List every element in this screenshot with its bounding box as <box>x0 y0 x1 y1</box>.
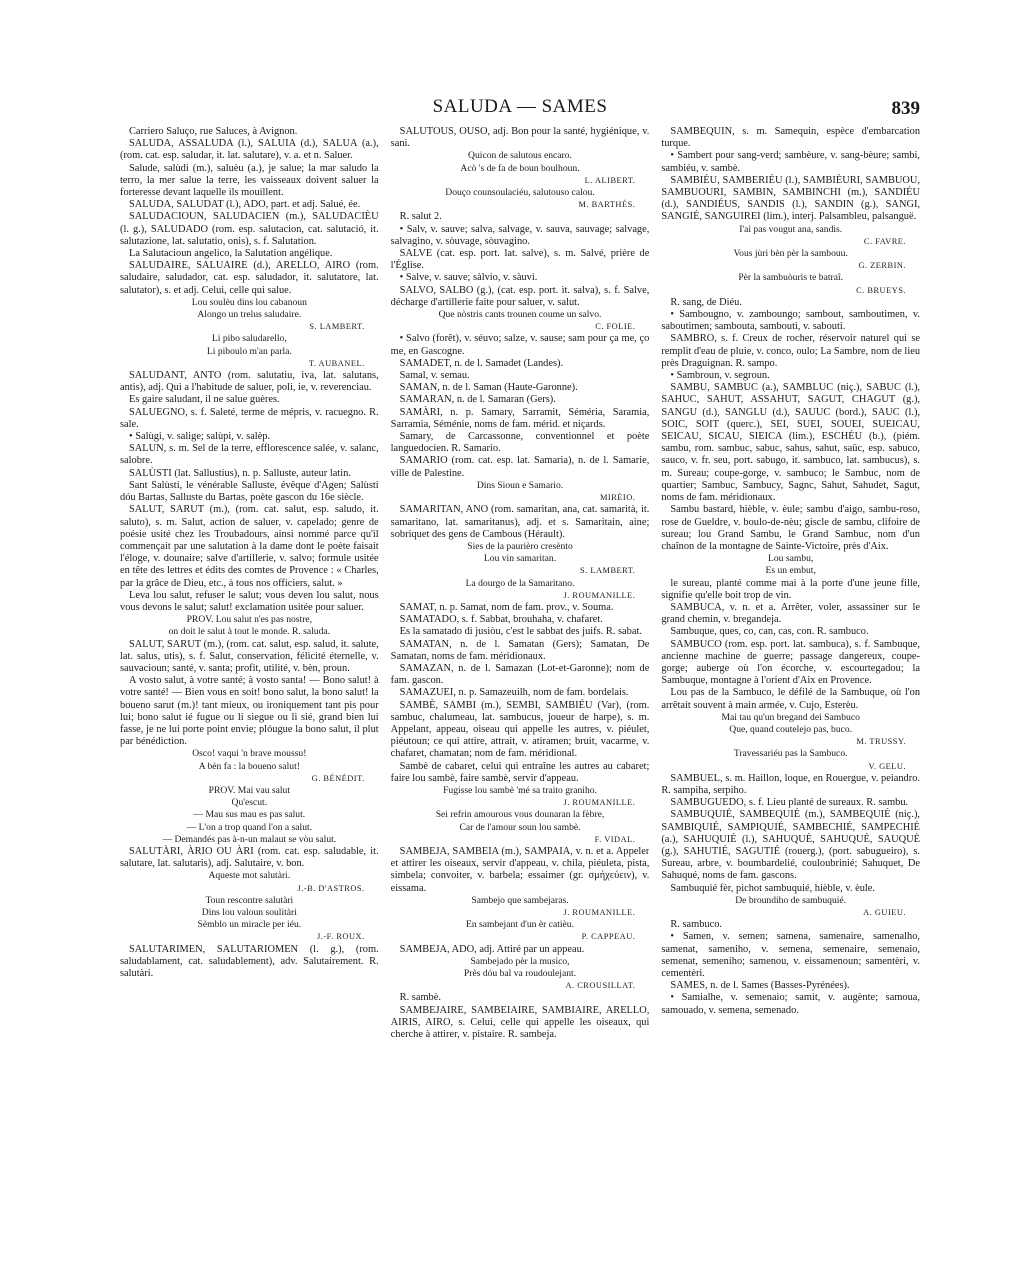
dictionary-entry: • Samen, v. semen; samena, samenaire, samenalho, samenat, sameniho, v. semena, semenaire, semenaio, semenat, semeniho; samenou, v. eissamenoun; samentèri, v. cementèri. <box>661 931 921 980</box>
dictionary-entry: R. sambè. <box>399 992 441 1004</box>
citation-line: Li pibo saludarello, <box>211 333 287 345</box>
citation-line: Sambejo que sambejaras. <box>471 894 569 906</box>
dictionary-entry: SAMATAN, n. de l. Samatan (Gers); Samatan, De Samatan, noms de fam. méridionaux. <box>390 638 650 662</box>
citation-line: Mai tau qu'un bregand dei Sambuco <box>721 711 860 723</box>
dictionary-entry: Sambè de cabaret, celui qui entraîne les autres au cabaret; faire lou sambè, faire sambè, servir d'appeau. <box>390 760 650 784</box>
dictionary-entry: Es la samatado di jusiòu, c'est le sabbat des juifs. R. sabat. <box>399 626 642 638</box>
citation-line: Alongo un trelus saludaire. <box>197 309 302 321</box>
dictionary-entry: SAMBUQUIÉ, SAMBEQUIÉ (m.), SAMBEQUIÉ (niç.), SAMBIQUIÉ, SAMPIQUIÉ, SAMBECHIÉ, SAMPECHIÉ (a.), SAHUQUIÉ (l.), SAHUQUÈ, SAHUQUÈ, SAUQUÈ (g.), SAHUTIÉ, SAGUTIÉ (rouerg.), (port. sabugueiro), s. Sureau, arbre, v. boumbardelié, couloubrinié; Sahuquet, De Sahuqué, noms de fam. gascons. <box>661 809 921 882</box>
citation-line: Fugisse lou sambè 'mé sa traito graniho. <box>443 784 597 796</box>
citation-source: S. LAMBERT. <box>309 322 365 332</box>
citation-line: Aqueste mot salutàri. <box>208 870 291 882</box>
dictionary-entry: Sambuque, ques, co, can, cas, con. R. sambuco. <box>670 626 869 638</box>
dictionary-entry: SAMBUGUEDO, s. f. Lieu planté de sureaux. R. sambu. <box>670 797 909 809</box>
citation-source: S. LAMBERT. <box>580 566 636 576</box>
citation-line: Es un embut, <box>765 565 816 577</box>
citation-source: A. GUIEU. <box>863 908 907 917</box>
dictionary-entry: SALUDACIOUN, SALUDACIEN (m.), SALUDACIÈU (l. g.), SALUDADO (rom. esp. salutacion, cat. salutació, it. salutazione, lat. salutatio, onis), s. f. Salutation. <box>120 211 379 247</box>
dictionary-entry: Lou pas de la Sambuco, le défilé de la Sambuque, où l'on arrêtait souvent à main armée, v. Cujo, Esterèu. <box>661 687 921 711</box>
citation-line: En sambejant d'un èr catièu. <box>465 919 575 931</box>
citation-line: — Mau sus mau es pas salut. <box>193 809 306 821</box>
dictionary-entry: Salude, salùdi (m.), saluèu (a.), je salue; la mar saludo la terro, la mer salue la terre, les vaisseaux doivent saluer la forteresse devant laquelle ils mouillent. <box>120 162 379 199</box>
dictionary-entry: SAMARIO (rom. cat. esp. lat. Samaria), n. de l. Samarie, ville de Palestine. <box>390 455 650 479</box>
dictionary-entry: Sambuquié fèr, pichot sambuquié, hièble, v. èule. <box>670 882 875 894</box>
running-title: SALUDA — SAMES <box>432 96 608 117</box>
dictionary-entry: SALUTOUS, OUSO, adj. Bon pour la santé, hygiénique, v. sani. <box>390 126 650 150</box>
dictionary-entry: SAMAZAN, n. de l. Samazan (Lot-et-Garonne); nom de fam. gascon. <box>390 662 650 687</box>
citation-source: C. FOLIE. <box>595 322 636 332</box>
dictionary-entry: SAMBEJAIRE, SAMBEIAIRE, SAMBIAIRE, ARELLO, AIRIS, AIRO, s. Celui, celle qui appelle les oiseaux, qui cherche à attirer, v. pistaire. R. sambeja. <box>390 1004 650 1041</box>
dictionary-entry: SALÙSTI (lat. Sallustius), n. p. Salluste, auteur latin. <box>129 467 351 479</box>
dictionary-entry: SAMBIÉU, SAMBERIÉU (l.), SAMBIÈURI, SAMBUOU, SAMBUOURI, SAMBIN, SAMBINCHI (m.), SANDIÉU (d.), SANDIÉUS, SANDIS (l.), SANDIN (g.), SANGI, SANGIÉ, SANGUIREI (lim.), interj. Palsambleu, palsanguë. <box>661 174 921 223</box>
dictionary-entry: SAMAN, n. de l. Saman (Haute-Garonne). <box>399 382 578 394</box>
citation-source: M. BARTHÉS. <box>578 200 636 210</box>
page-header <box>120 96 920 122</box>
citation-line: Qu'escut. <box>231 797 268 809</box>
dictionary-entry: SAMAZUEI, n. p. Samazeuilh, nom de fam. bordelais. <box>399 687 629 699</box>
dictionary-entry: SALUN, s. m. Sel de la terre, efflorescence salée, v. salanc, salobre. <box>120 443 379 467</box>
dictionary-entry: SAMÀRI, n. p. Samary, Sarramit, Séméria, Saramia, Sarramia, Séménie, noms de fam. mérid. et niçards. <box>390 406 650 430</box>
citation-line: on doit le salut à tout le monde. R. saluda. <box>168 626 331 638</box>
citation-line: Sèmblo un miracle per iéu. <box>197 919 302 931</box>
dictionary-entry: • Sambroun, v. segroun. <box>670 370 770 382</box>
citation-line: Lou soulèu dins lou cabanoun <box>191 296 307 308</box>
dictionary-entry: SAMBUEL, s. m. Haillon, loque, en Rouergue, v. peiandro. R. sampiha, serpiho. <box>661 772 921 796</box>
citation-source: G. ZERBIN. <box>858 261 907 271</box>
citation-line: Quicon de salutous encaro. <box>468 150 572 162</box>
dictionary-entry: R. sambuco. <box>670 919 723 931</box>
citation-line: Lou sambu, <box>768 553 814 565</box>
citation-source: P. CAPPEAU. <box>581 932 636 942</box>
dictionary-entry: SALUT, SARUT (m.), (rom. cat. salut, esp. saludo, it. saluto), s. m. Salut, action de saluer, v. capelado; genre de poésie usité chez les Troubadours, ainsi nommé parce qu'il commençait par une salutation à la dame dont le poète faisait l'éloge, v. dounaire; salve d'artillerie, v. salvo; formule usitée en tête des lettres et édits des comtes de Provence : « Charles, par la grâce de Dieu, etc., à tous nos officiers, salut. » <box>120 504 379 589</box>
citation-line: Car de l'amour soun lou sambè. <box>459 821 581 833</box>
citation-line: Dins lou valoun soulitàri <box>201 907 297 918</box>
citation-source: M. TRUSSY. <box>856 737 907 747</box>
citation-source: MIRÈIO. <box>599 493 636 503</box>
dictionary-entry: le sureau, planté comme mai à la porte d'une jeune fille, signifie qu'elle boit trop de vin. <box>661 577 921 601</box>
dictionary-entry: SAMBEQUIN, s. m. Samequin, espèce d'embarcation turque. <box>661 126 921 150</box>
citation-line: PROV. Lou salut n'es pas nostre, <box>186 614 313 626</box>
dictionary-entry: • Samialhe, v. semenaio; samit, v. augènte; samoua, samouado, v. semena, semenado. <box>661 992 921 1016</box>
dictionary-entry: • Salùgi, v. salige; salùpi, v. salèp. <box>129 431 271 443</box>
citation-line: Que nòstris cants trounen coume un salvo. <box>438 309 602 321</box>
dictionary-entry: SAMES, n. de l. Sames (Basses-Pyrénées). <box>670 980 850 992</box>
citation-line: Osco! vaqui 'n brave moussu! <box>192 748 307 760</box>
dictionary-entry: SALUEGNO, s. f. Saleté, terme de mépris, v. racuegno. R. sale. <box>120 406 379 430</box>
dictionary-entry: SALUTARIMEN, SALUTARIOMEN (l. g.), (rom. saludablament, cat. saludablement), adv. Salutairement. R. salutàri. <box>120 943 379 980</box>
dictionary-columns <box>120 126 920 1206</box>
dictionary-entry: Samary, de Carcassonne, conventionnel et poète languedocien. R. Samario. <box>390 431 650 455</box>
citation-source: F. VIDAL. <box>594 834 636 844</box>
dictionary-entry: SALVE (cat. esp. port. lat. salve), s. m. Salvé, prière de l'Église. <box>390 248 650 272</box>
dictionary-entry: R. sang, de Diéu. <box>670 296 742 308</box>
citation-source: J. ROUMANILLE. <box>563 590 636 600</box>
citation-source: J. ROUMANILLE. <box>563 798 636 808</box>
citation-source: C. FAVRE. <box>863 236 907 246</box>
dictionary-entry: SAMADET, n. de l. Samadet (Landes). <box>399 357 564 369</box>
citation-line: Toun rescontre salutàri <box>205 894 294 906</box>
citation-line: Dins Sioun e Samario. <box>476 479 564 491</box>
citation-source: G. BÉNÉDIT. <box>311 773 365 783</box>
dictionary-entry: SAMBEJA, SAMBEIA (m.), SAMPAIA, v. n. et a. Appeler et attirer les oiseaux, servir d'appeau, v. chila, piéuleta, pista, simbela; convoiter, v. barbela; essaimer (gr. σμήχεύειν), v. eissama. <box>390 845 650 894</box>
dictionary-entry: SAMARITAN, ANO (rom. samaritan, ana, cat. samarità, it. samaritano, lat. samaritanus), adj. et s. Samaritain, aine; sobriquet des gens de Cambous (Hérault). <box>390 504 650 540</box>
dictionary-entry: SAMARAN, n. de l. Samaran (Gers). <box>399 394 556 406</box>
citation-line: Travessariéu pas la Sambuco. <box>733 748 848 760</box>
column-middle <box>391 126 650 1206</box>
citation-line: Vous jùri bèn pèr la sambouu. <box>733 248 848 260</box>
dictionary-entry: R. salut 2. <box>399 211 442 223</box>
citation-line: Li piboulo m'an parla. <box>206 345 292 357</box>
dictionary-entry: La Salutacioun angelico, la Salutation angélique. <box>129 248 333 260</box>
dictionary-entry: SALUTÀRI, ÀRIO OU ÀRI (rom. cat. esp. saludable, it. salutare, lat. salutaris), adj. Salutaire, v. bon. <box>120 845 379 870</box>
dictionary-entry: SALUT, SARUT (m.), (rom. cat. salut, esp. salud, it. salute, lat. salus, utis), s. f. Salut, conservation, félicité éternelle, v. sauvacioun; santé, v. santa; profit, utilité, v. bèn, proun. <box>120 638 379 674</box>
page-number: 839 <box>891 98 920 119</box>
dictionary-entry: Sambu bastard, hièble, v. èule; sambu d'aigo, sambu-roso, rose de Gueldre, v. boulo-de-nèu; giscle de sambu, clifoire de sureau; lou Grand Sambu, le Grand Sambuc, nom d'un chaînon de la montagne de Sainte-Victoire, près d'Aix. <box>661 504 921 552</box>
dictionary-entry: SAMBUCO (rom. esp. port. lat. sambuca), s. f. Sambuque, ancienne machine de guerre; passage dangereux, coupe-gorge; auberge où l'on écorche, v. escourtegadou; la Sambuque, montagne à l'orient d'Aix en Provence. <box>661 638 921 687</box>
citation-line: I'ai pas vougut ana, sandis. <box>739 223 843 235</box>
dictionary-entry: • Salvo (forêt), v. séuvo; salze, v. sause; sam pour ça me, ço me, en Gascogne. <box>390 333 650 357</box>
citation-line: Douço counsoulaciéu, salutouso calou. <box>445 187 595 199</box>
dictionary-entry: SAMBÈ, SAMBI (m.), SEMBI, SAMBIÉU (Var), (rom. sambuc, chalumeau, lat. sambucus, joueur de harpe), s. m. Appelant, appeau, oiseau qui appelle les autres, v. piéulet, piéutoun; ce qui attire, attrait, v. atiramen; bruit, vacarme, v. chafaret, chamatan; nom de fam. méridional. <box>390 699 650 760</box>
dictionary-entry: SALUDANT, ANTO (rom. salutatiu, iva, lat. salutans, antis), adj. Qui a l'habitude de saluer, poli, ie, v. reverenciau. <box>120 370 379 394</box>
dictionary-entry: Carriero Saluço, rue Saluces, à Avignon. <box>129 126 298 137</box>
citation-line: De broundiho de sambuquié. <box>735 894 847 906</box>
citation-source: A. CROUSILLAT. <box>565 981 636 991</box>
citation-source: L. ALIBERT. <box>584 175 636 185</box>
dictionary-entry: SALVO, SALBO (g.), (cat. esp. port. it. salva), s. f. Salve, décharge d'artillerie faite pour saluer, v. salut. <box>390 284 650 308</box>
dictionary-entry: Leva lou salut, refuser le salut; vous deven lou salut, nous vous devons le salut; salut! exclamation usitée pour saluer. <box>120 589 379 613</box>
citation-source: J.-B. D'ASTROS. <box>297 883 365 893</box>
citation-line: Acò 's de fa de boun boulhoun. <box>460 162 580 174</box>
dictionary-entry: SALUDA, SALUDAT (l.), ADO, part. et adj. Salué, ée. <box>129 199 361 211</box>
column-right <box>661 126 920 1206</box>
dictionary-entry: SAMAT, n. p. Samat, nom de fam. prov., v. Souma. <box>399 601 614 613</box>
citation-line: A bèn fa : la boueno salut! <box>198 760 300 772</box>
dictionary-entry: SAMBRO, s. f. Creux de rocher, réservoir naturel qui se remplit d'eau de pluie, v. conco, oulo; La Sambre, nom de lieu près Draguignan. R. sampo. <box>661 333 921 369</box>
dictionary-entry: • Salve, v. sauve; sàlvio, v. sàuvi. <box>399 272 538 284</box>
dictionary-entry: SALUDA, ASSALUDA (l.), SALUIA (d.), SALUA (a.), (rom. cat. esp. saludar, it. lat. salutare), v. a. et n. Saluer. <box>120 138 379 162</box>
column-left <box>120 126 379 1206</box>
dictionary-entry: Samal, v. semau. <box>399 370 470 382</box>
citation-line: Près dóu bal va roudoulejant. <box>463 968 577 980</box>
dictionary-entry: • Sambert pour sang-verd; sambèure, v. sang-bèure; sambi, sambiéu, v. sambè. <box>661 150 921 174</box>
citation-line: — Demandés pas à-n-un malaut se vòu salut. <box>162 833 337 845</box>
citation-line: Sambejado pèr la musico, <box>470 955 570 967</box>
dictionary-entry: SAMBU, SAMBUC (a.), SAMBLUC (niç.), SABUC (l.), SAHUC, SAHUT, ASSAHUT, SAGUT, CHAGUT (g.), SANGU (d.), SANGLU (d.), SAUUC (bord.), SAUC (l.), SOIC, SOIT (querc.), SEI, SUEI, SOUEI, SUEICAU, SEICAU, SICAU, SIEICA (lim.), ESCHÉU (b.), (piém. sambu, rom. sambuc, sabuc, sahus, sahut, saüc, esp. sabuco, sauco, v. fr. seu, port. sabugo, it. sambuco, lat. sambucus), s. m. Sureau; coupe-gorge, v. sambuco; le Sambuc, nom de quartier; Sambuc, Sambucy, Sagnc, Sahut, Sahudet, Sagut, noms de fam. méridionaux. <box>661 382 921 504</box>
dictionary-entry: SALUDAIRE, SALUAIRE (d.), ARELLO, AIRO (rom. saludaire, saludador, cat. esp. saludador, it. salutatore, lat. salutator), s. et adj. Celui, celle qui salue. <box>120 260 379 296</box>
dictionary-entry: • Sambougno, v. zamboungo; sambout, samboutimen, v. saboutimen; sambouta, samboutì, v. sabouti. <box>661 309 921 333</box>
citation-line: Pèr la sambuòuris te batraî. <box>738 272 844 284</box>
citation-line: Sei refrin amourous vous dounaran la fèbre, <box>435 809 605 821</box>
citation-source: T. AUBANEL. <box>308 358 365 368</box>
dictionary-entry: SAMATADO, s. f. Sabbat, brouhaha, v. chafaret. <box>399 614 603 626</box>
dictionary-entry: SAMBEJA, ADO, adj. Attiré par un appeau. <box>399 943 585 955</box>
citation-source: C. BRUEYS. <box>856 285 907 295</box>
dictionary-entry: Sant Salùsti, le vénérable Salluste, évêque d'Agen; Salùsti dóu Bartas, Salluste du Bartas, poète gascon du 16e siècle. <box>120 479 379 504</box>
citation-source: J. ROUMANILLE. <box>563 908 636 917</box>
dictionary-entry: A vosto salut, à votre santé; à vosto santa! — Bono salut! à votre santé! — Bien vous en soit! bono salut, la bono salut! la boueno sarut (m.)! tant mieux, ou ironiquement tant pis pour lui; bono salut ié fugue ou li siegue ou li sié, grand bien lui fasse, je ne lui porte point envie; plóugue la bono salut, il plut par bénédiction. <box>120 675 379 748</box>
citation-line: Lou vin samaritan. <box>483 553 557 565</box>
citation-line: — L'on a trop quand l'on a salut. <box>186 821 313 833</box>
citation-line: Que, quand coutelejo pas, buco. <box>729 723 853 735</box>
dictionary-entry: Es gaire saludant, il ne salue guères. <box>129 394 280 406</box>
citation-source: J.-F. ROUX. <box>317 932 365 942</box>
citation-line: PROV. Mai vau salut <box>208 784 291 796</box>
citation-line: La dourgo de la Samaritano. <box>465 577 575 589</box>
citation-source: V. GELU. <box>868 761 907 771</box>
dictionary-entry: • Salv, v. sauve; salva, salvage, v. sauva, sauvage; salvage, salvagino, v. sòuvage, sòuvagino. <box>390 223 650 247</box>
citation-line: Sies de la paurièro cresènto <box>467 540 573 552</box>
dictionary-entry: SAMBUCA, v. n. et a. Arrêter, voler, assassiner sur le grand chemin, v. bregandeja. <box>661 601 921 626</box>
